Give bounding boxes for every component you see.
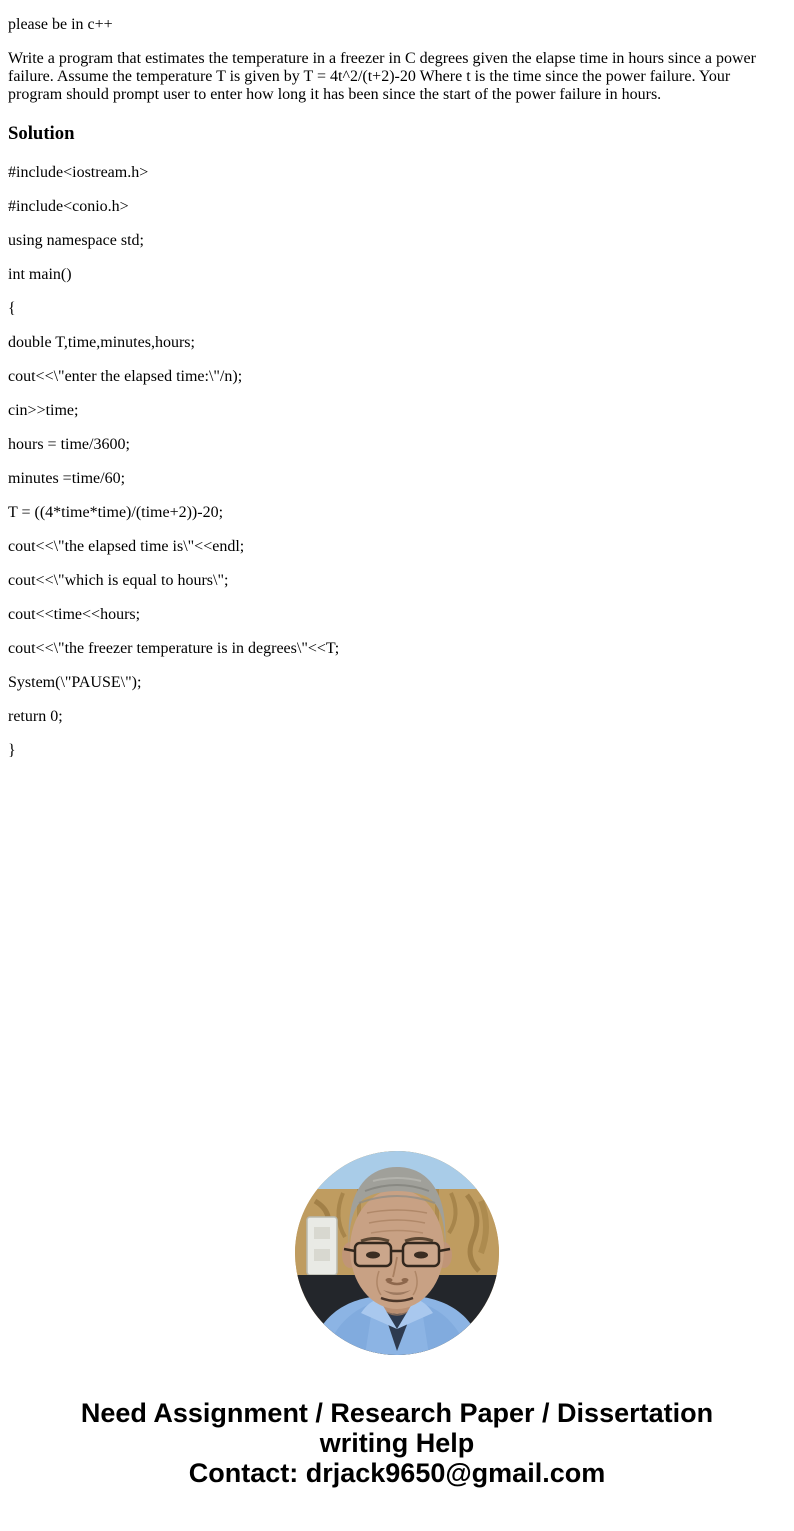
- code-line: minutes =time/60;: [8, 470, 126, 487]
- code-line: {: [8, 300, 16, 317]
- code-line: cout<<\"the elapsed time is\"<<endl;: [8, 538, 245, 555]
- code-line: cout<<\"the freezer temperature is in degrees\"<<T;: [8, 640, 340, 657]
- footer-heading-line: Need Assignment / Research Paper / Dissertation: [80, 1398, 714, 1428]
- code-line: cout<<\"enter the elapsed time:\"/n);: [8, 368, 243, 385]
- code-line: hours = time/3600;: [8, 436, 130, 453]
- solution-heading: Solution: [8, 123, 75, 144]
- code-line: cout<<\"which is equal to hours\";: [8, 572, 229, 589]
- tutor-photo-wrap: [8, 1151, 786, 1355]
- code-line: double T,time,minutes,hours;: [8, 334, 195, 351]
- code-line: }: [8, 742, 16, 759]
- footer-heading-line: writing Help: [319, 1428, 475, 1458]
- tutor-portrait-illustration: [295, 1151, 499, 1355]
- footer-contact: Contact: drjack9650@gmail.com: [188, 1458, 606, 1488]
- problem-statement: Write a program that estimates the temperature in a freezer in C degrees given the elapse time in hours since a power failure. Assume the temperature T is given by T = 4t^2/(t+2)-20 Where t is the time since the power failure. Your program should prompt user to enter how long it has been since the start of the power failure in hours.: [8, 50, 756, 103]
- code-line: System(\"PAUSE\");: [8, 674, 142, 691]
- code-line: cin>>time;: [8, 402, 79, 419]
- intro-note: please be in c++: [8, 16, 113, 33]
- code-line: cout<<time<<hours;: [8, 606, 141, 623]
- tutor-photo: [295, 1151, 499, 1355]
- code-line: return 0;: [8, 708, 63, 725]
- code-line: T = ((4*time*time)/(time+2))-20;: [8, 504, 224, 521]
- document-page: [8, 16, 786, 1488]
- code-line: using namespace std;: [8, 232, 144, 249]
- footer-ad: [8, 1398, 786, 1488]
- code-line: #include<conio.h>: [8, 198, 129, 215]
- code-line: #include<iostream.h>: [8, 164, 149, 181]
- code-line: int main(): [8, 266, 72, 283]
